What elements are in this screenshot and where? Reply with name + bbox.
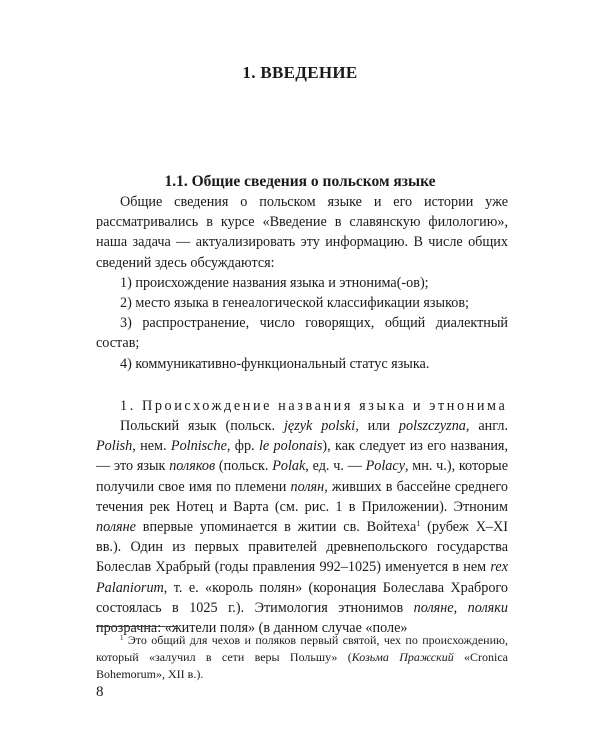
- subsection-heading: [96, 396, 508, 416]
- body-paragraph: Польский язык (польск. język polski, или polszczyzna, англ. Polish, нем. Polnische, фр. le polonais), как следует из его названия, — это язык поляков (польск. Polak, ед. ч. — Polacy, мн. ч.), которые получили свое имя по племени полян, живших в бассейне среднего течения рек Нотец и Варта (см. рис. 1 в Приложении). Этноним поляне впервые упоминается в житии св. Войтеха$^1$ (рубеж X–XI вв.). Один из первых правителей древнепольского государства Болеслав Храбрый (годы правления 992–1025) именуется в нем rex Palaniorum, т. е. «король полян» (коронация Болеслава Храброго состоялась в 1025 г.). Этимология этнонимов поляне, поляки прозрачна: «жители поля» (в данном случае «поле»: [96, 418, 508, 637]
- main-text: [96, 192, 508, 638]
- subsection-number: 1.: [120, 397, 136, 414]
- footnote: $^1$ Это общий для чехов и поляков первый святой, чех по происхождению, который «залучил в сети веры Польшу» (Козьма Пражский «Cronica Bohemorum», XII в.).: [96, 633, 508, 681]
- list-item: 2) место языка в генеалогической классификации языков;: [120, 295, 469, 312]
- list-item: 4) коммуникативно-функциональный статус языка.: [120, 355, 430, 372]
- list-item: 1) происхождение названия языка и этнонима(-ов);: [120, 274, 429, 291]
- intro-paragraph: Общие сведения о польском языке и его истории уже рассматривались в курсе «Введение в славянскую филологию», наша задача — актуализировать эту информацию. В числе общих сведений здесь обсуждаются:: [96, 194, 508, 271]
- footnote-mark: 1: [120, 634, 124, 642]
- list-item: 3) распространение, число говорящих, общий диалектный состав;: [96, 315, 508, 352]
- chapter-title: 1. ВВЕДЕНИЕ: [242, 63, 358, 82]
- section-title: 1.1. Общие сведения о польском языке: [164, 173, 436, 190]
- footnote-divider: [96, 626, 178, 627]
- page-number: 8: [96, 684, 104, 700]
- subsection-title: Происхождение названия языка и этнонима: [142, 397, 508, 414]
- footnote-reference: 1: [416, 519, 421, 529]
